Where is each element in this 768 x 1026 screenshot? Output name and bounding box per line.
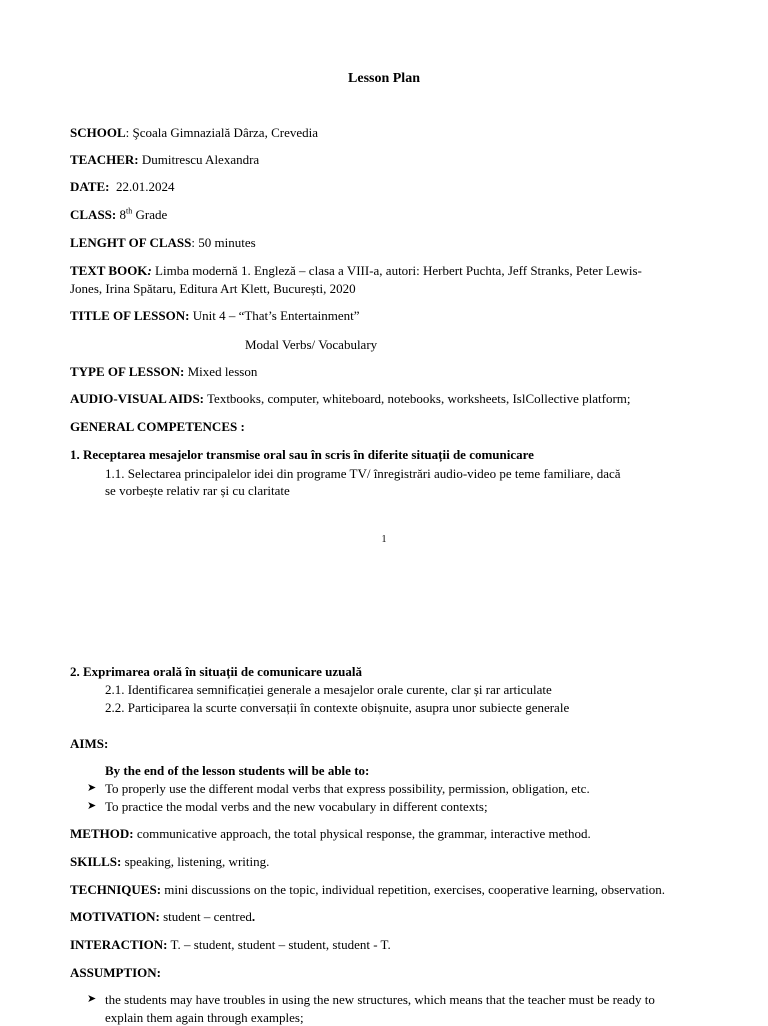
school-value: : Şcoala Gimnazială Dârza, Crevedia <box>125 125 319 140</box>
type-of-lesson-value: Mixed lesson <box>184 364 258 379</box>
aims-intro <box>105 762 369 779</box>
school-line <box>70 124 318 141</box>
competence-2-2: 2.2. Participarea la scurte conversații în contexte obișnuite, asupra unor subiecte generale <box>105 700 570 715</box>
competence-1-heading <box>70 446 534 463</box>
interaction-value: T. – student, student – student, student - T. <box>167 937 391 952</box>
method-line <box>70 825 591 842</box>
motivation-period: . <box>251 909 256 924</box>
assumption-heading-text: ASSUMPTION: <box>70 965 162 980</box>
length-line <box>70 234 256 251</box>
techniques-label: TECHNIQUES: <box>70 882 162 897</box>
teacher-value: Dumitrescu Alexandra <box>138 152 260 167</box>
title-of-lesson-label: TITLE OF LESSON: <box>70 308 190 323</box>
motivation-line <box>70 908 255 925</box>
method-value: communicative approach, the total physical response, the grammar, interactive method. <box>133 826 591 841</box>
aids-label: AUDIO-VISUAL AIDS: <box>70 391 204 406</box>
techniques-value: mini discussions on the topic, individual repetition, exercises, cooperative learning, observation. <box>161 882 666 897</box>
class-line <box>70 206 167 223</box>
assumption-item-line-2: explain them again through examples; <box>105 1010 304 1025</box>
competence-1-1-line-2: se vorbește relativ rar și cu claritate <box>105 483 290 498</box>
aims-item-1: To properly use the different modal verbs that express possibility, permission, obligation, etc. <box>105 781 590 796</box>
aids-line <box>70 390 631 407</box>
date-value: 22.01.2024 <box>109 179 175 194</box>
assumption-heading <box>70 964 161 981</box>
teacher-line <box>70 151 259 168</box>
competence-2-1: 2.1. Identificarea semnificației generale a mesajelor orale curente, clar și rar articulate <box>105 682 552 697</box>
title-of-lesson-value: Unit 4 – “That’s Entertainment” <box>189 308 360 323</box>
class-value-pre: 8 <box>116 207 126 222</box>
class-value-post: Grade <box>132 207 168 222</box>
date-line <box>70 178 174 195</box>
competences-heading-text: GENERAL COMPETENCES : <box>70 419 245 434</box>
type-of-lesson-label: TYPE OF LESSON: <box>70 364 185 379</box>
aims-item-2: To practice the modal verbs and the new vocabulary in different contexts; <box>105 799 488 814</box>
class-value-sup: th <box>126 206 133 216</box>
title-of-lesson-line <box>70 307 360 324</box>
textbook-value-1: Limba modernă 1. Engleză – clasa a VIII-a, autori: Herbert Puchta, Jeff Stranks, Peter Lewis- <box>151 263 642 278</box>
arrow-bullet-icon: ➤ <box>87 782 97 794</box>
skills-value: speaking, listening, writing. <box>121 854 270 869</box>
motivation-value: student – centred <box>159 909 252 924</box>
competence-2-heading <box>70 663 362 680</box>
type-of-lesson-line <box>70 363 257 380</box>
interaction-label: INTERACTION: <box>70 937 168 952</box>
motivation-label: MOTIVATION: <box>70 909 160 924</box>
textbook-colon: : <box>147 263 152 278</box>
textbook-label: TEXT BOOK <box>70 263 148 278</box>
skills-label: SKILLS: <box>70 854 122 869</box>
arrow-bullet-icon: ➤ <box>87 800 97 812</box>
competence-1-1-line-1: 1.1. Selectarea principalelor idei din programe TV/ înregistrări audio-video pe teme familiare, dacă <box>105 466 621 481</box>
interaction-line <box>70 936 391 953</box>
aims-heading-text: AIMS: <box>70 736 109 751</box>
skills-line <box>70 853 269 870</box>
textbook-line-1 <box>70 262 642 279</box>
assumption-item-line-1: the students may have troubles in using the new structures, which means that the teacher must be ready to <box>105 992 655 1007</box>
page-number: 1 <box>381 534 387 545</box>
length-label: LENGHT OF CLASS <box>70 235 192 250</box>
date-label: DATE: <box>70 179 110 194</box>
aims-heading <box>70 735 108 752</box>
title-of-lesson-line-2: Modal Verbs/ Vocabulary <box>245 337 378 352</box>
aids-value: Textbooks, computer, whiteboard, notebooks, worksheets, IslCollective platform; <box>204 391 631 406</box>
length-value: : 50 minutes <box>191 235 256 250</box>
textbook-line-2: Jones, Irina Spătaru, Editura Art Klett, București, 2020 <box>70 281 356 296</box>
competence-1-heading-text: 1. Receptarea mesajelor transmise oral sau în scris în diferite situații de comunicare <box>70 447 534 462</box>
class-label: CLASS: <box>70 207 117 222</box>
aims-intro-text: By the end of the lesson students will be able to: <box>105 763 370 778</box>
method-label: METHOD: <box>70 826 134 841</box>
competence-2-heading-text: 2. Exprimarea orală în situații de comunicare uzuală <box>70 664 363 679</box>
teacher-label: TEACHER: <box>70 152 139 167</box>
techniques-line <box>70 881 665 898</box>
school-label: SCHOOL <box>70 125 126 140</box>
document-title: Lesson Plan <box>348 71 420 86</box>
arrow-bullet-icon: ➤ <box>87 993 97 1005</box>
competences-heading <box>70 418 245 435</box>
